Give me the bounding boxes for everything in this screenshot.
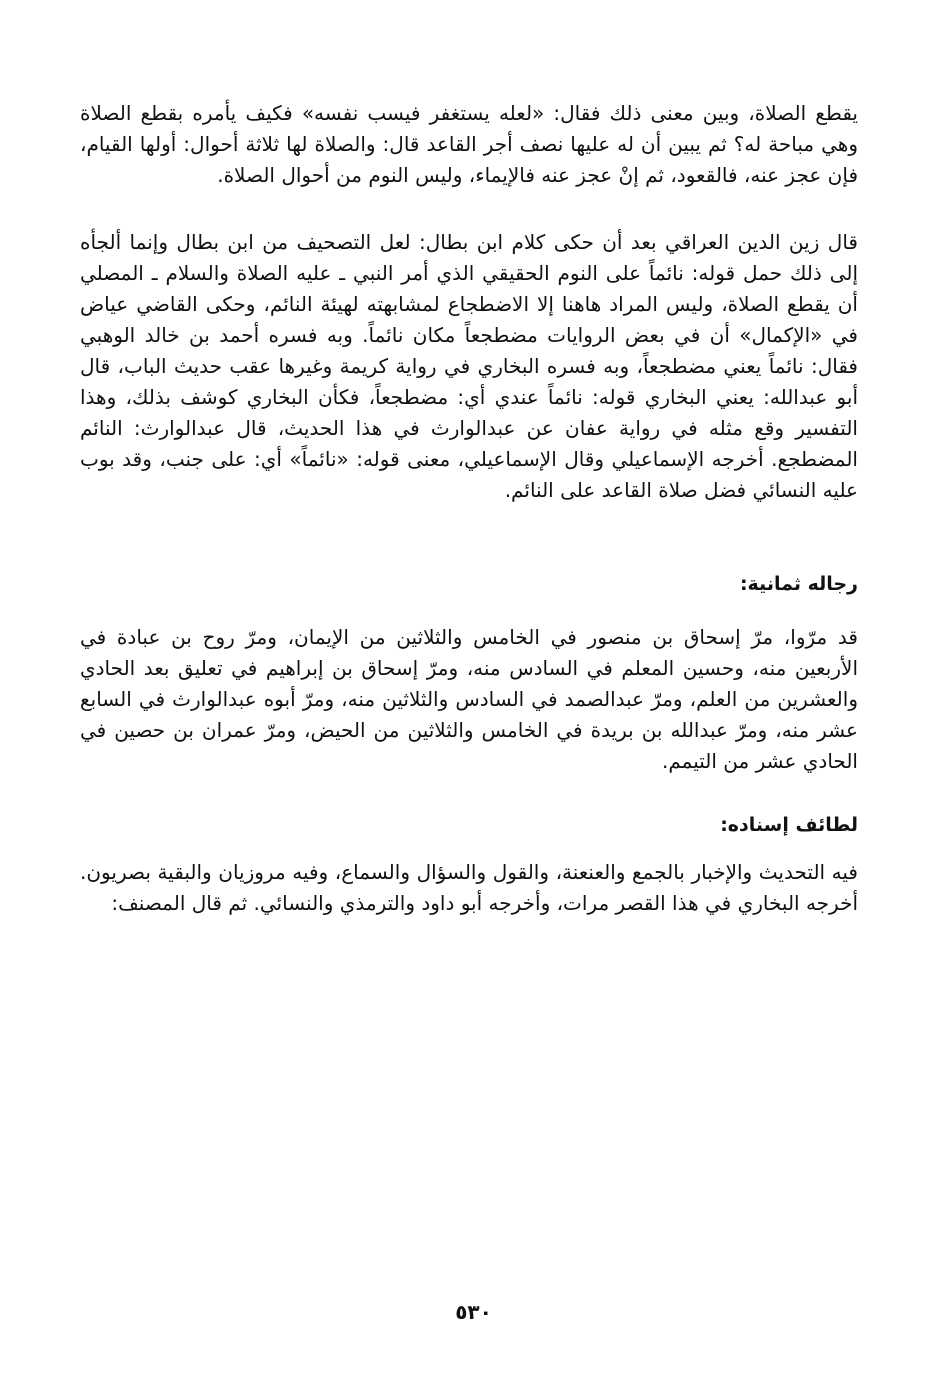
- paragraph-iraqi-commentary: قال زين الدين العراقي بعد أن حكى كلام ابن بطال: لعل التصحيف من ابن بطال وإنما ألجأه إلى ذلك حمل قوله: نائماً على النوم الحقيقي الذي أمر النبي ـ عليه الصلاة والسلام ـ المصلي أن يقطع الصلاة، وليس المراد هاهنا إلا الاضطجاع لمشابهته لهيئة النائم، وحكى القاضي عياض في «الإكمال» أن في بعض الروايات مضطجعاً مكان نائماً. وبه فسره أحمد بن خالد الوهبي فقال: نائماً يعني مضطجعاً، وبه فسره البخاري في رواية كريمة وغيرها عقب حديث الباب، قال أبو عبدالله: يعني البخاري قوله: نائماً عندي أي: مضطجعاً، فكأن البخاري كوشف بذلك، وهذا التفسير وقع مثله في رواية عفان عن عبدالوارث في هذا الحديث، قال عبدالوارث: النائم المضطجع. أخرجه الإسماعيلي وقال الإسماعيلي، معنى قوله: «نائماً» أي: على جنب، وقد بوب عليه النسائي فضل صلاة القاعد على النائم.: [80, 230, 858, 502]
- heading-isnad-subtleties: لطائف إسناده:: [720, 814, 858, 836]
- paragraph-narrators: قد مرّوا، مرّ إسحاق بن منصور في الخامس والثلاثين من الإيمان، ومرّ روح بن عبادة في الأربعين منه، وحسين المعلم في السادس منه، ومرّ إسحاق بن إبراهيم في تعليق بعد الحادي والعشرين من العلم، ومرّ عبدالصمد في السادس والثلاثين منه، ومرّ أبوه عبدالوارث في السابع عشر منه، ومرّ عبدالله بن بريدة في الخامس والثلاثين من الحيض، ومرّ عمران بن حصين في الحادي عشر من التيمم.: [80, 625, 858, 773]
- heading-narrators: رجاله ثمانية:: [739, 573, 858, 595]
- paragraph-prayer-states: يقطع الصلاة، وبين معنى ذلك فقال: «لعله يستغفر فيسب نفسه» فكيف يأمره بقطع الصلاة وهي مباحة له؟ ثم يبين أن له عليها نصف أجر القاعد قال: والصلاة لها ثلاثة أحوال: أولها القيام، فإن عجز عنه، فالقعود، ثم إنْ عجز عنه فالإيماء، وليس النوم من أحوال الصلاة.: [80, 101, 858, 187]
- page-number: ٥٣٠: [455, 1300, 492, 1324]
- paragraph-isnad-subtleties: فيه التحديث والإخبار بالجمع والعنعنة، والقول والسؤال والسماع، وفيه مروزيان والبقية بصريون. أخرجه البخاري في هذا القصر مرات، وأخرجه أبو داود والترمذي والنسائي. ثم قال المصنف:: [80, 860, 858, 915]
